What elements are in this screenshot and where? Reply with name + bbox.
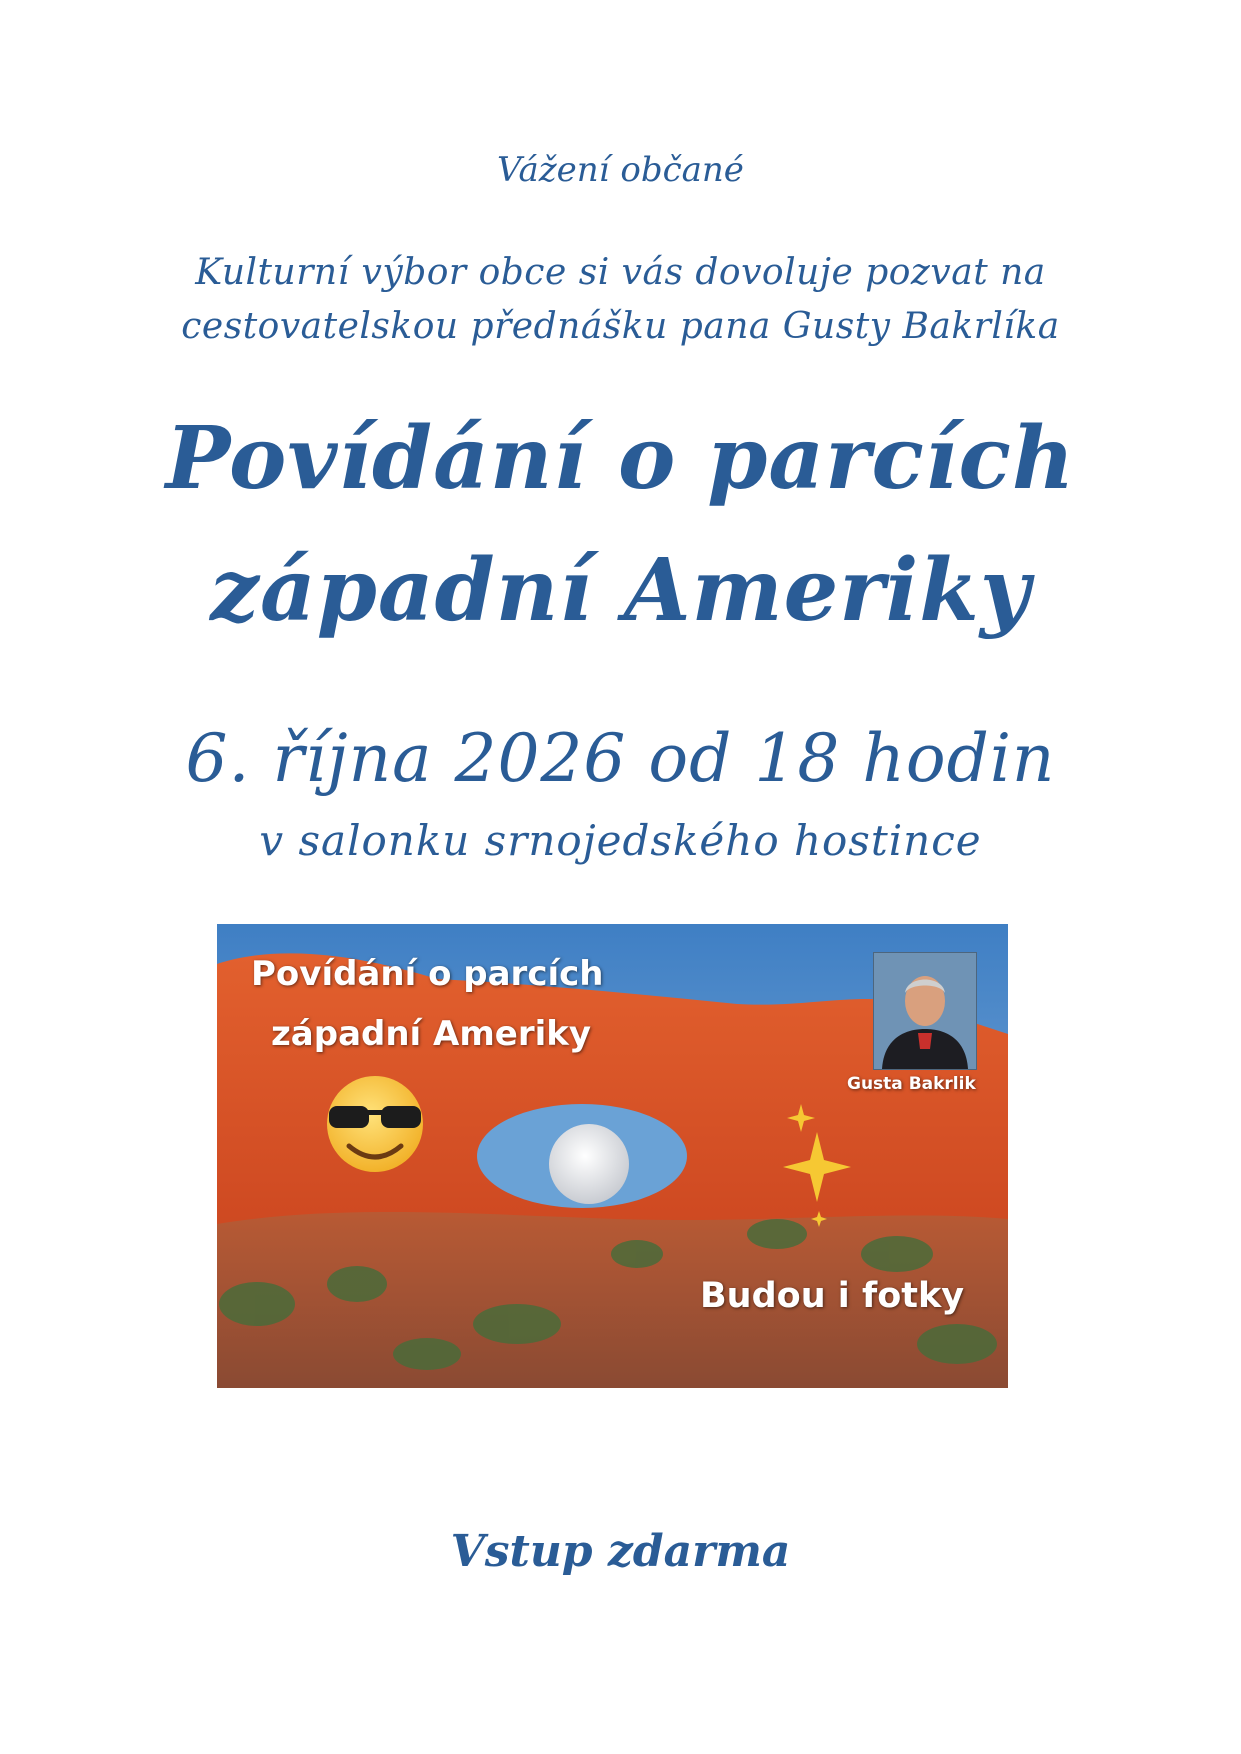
greeting: Vážení občané: [497, 150, 744, 190]
photo-caption: Budou i fotky: [700, 1276, 965, 1316]
speaker-name: Gusta Bakrlik: [847, 1074, 976, 1094]
poster-photo: [217, 924, 1008, 1388]
intro-line-1: Kulturní výbor obce si vás dovoluje pozvat na: [195, 252, 1046, 293]
photo-title-line-2: západní Ameriky: [271, 1014, 592, 1054]
event-title-line-2: západní Ameriky: [210, 540, 1031, 641]
speaker-portrait: [873, 952, 977, 1070]
event-date: 6. října 2026 od 18 hodin: [185, 720, 1056, 797]
intro-line-2: cestovatelskou přednášku pana Gusty Bakrlíka: [181, 306, 1060, 347]
event-venue: v salonku srnojedského hostince: [259, 816, 982, 865]
sunglasses-face-icon: [327, 1076, 423, 1172]
event-title-line-1: Povídání o parcích: [165, 408, 1076, 509]
admission-note: Vstup zdarma: [450, 1526, 791, 1577]
photo-title-line-1: Povídání o parcích: [251, 954, 604, 994]
